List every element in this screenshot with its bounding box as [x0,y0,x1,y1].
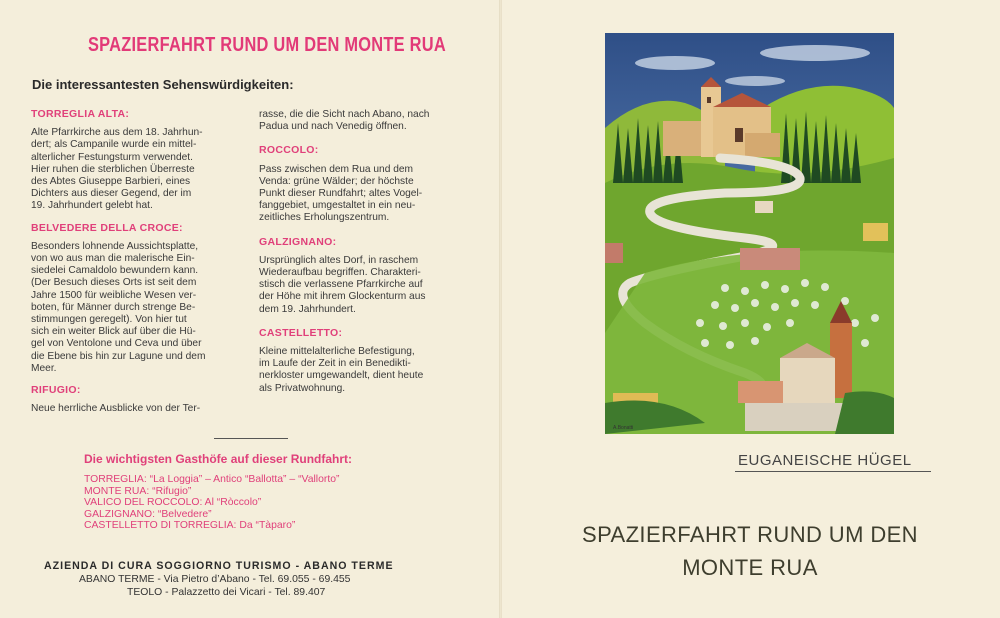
cover-title [560,518,940,584]
text-line: Venda: grüne Wälder; der höchste [259,175,414,187]
text-line: Dichters aus dieser Gegend, der im [31,188,192,200]
text-line: im Laufe der Zeit in ein Benedikti- [259,358,411,370]
text-line: von wo aus man die malerische Ein- [31,253,195,265]
text-line: Kleine mittelalterliche Befestigung, [259,346,415,358]
text-rifugio-continued [259,109,473,133]
text-line: dert; als Campanile wurde ein mittel- [31,139,197,151]
gasthof-item: TORREGLIA: “La Loggia” – Antico “Ballotta” – “Vallorto” [84,474,340,485]
text-line: boten, für Männer durch strenge Be- [31,301,196,313]
address-abano: ABANO TERME - Via Pietro d’Abano - Tel. 69.055 - 69.455 [79,574,351,585]
heading-galzignano: GALZIGNANO: [259,235,337,248]
text-line: Wiederaufbau begriffen. Charakteri- [259,267,421,279]
text-rifugio [31,403,243,415]
caption-underline [735,471,931,472]
heading-rifugio: RIFUGIO: [31,384,81,397]
text-line: alterlicher Festungsturm verwendet. [31,151,193,163]
text-line: sich ein weiter Blick auf über die Hü- [31,326,196,338]
heading-torreglia-alta: TORREGLIA ALTA: [31,108,130,120]
text-line: dem 19. Jahrhundert. [259,303,356,315]
text-line: Alte Pfarrkirche aus dem 18. Jahrhun- [31,127,203,139]
text-line: des Abtes Giuseppe Barbieri, eines [31,176,191,188]
heading-castelletto: CASTELLETTO: [259,326,343,339]
text-line: stisch die verlassene Pfarrkirche auf [259,279,423,291]
address-teolo: TEOLO - Palazzetto dei Vicari - Tel. 89.407 [127,587,326,598]
text-line: Jahre 1500 für weibliche Wesen ver- [31,289,197,301]
text-line: der Höhe mit ihrem Glockenturm aus [259,291,426,303]
landscape-painting [605,33,894,434]
text-line: Ursprünglich altes Dorf, in raschem [259,254,419,266]
text-line: die Ebene bis hin zur Lagune und dem [31,350,206,362]
text-line: Padua und nach Venedig öffnen. [259,121,407,133]
text-line: zeitliches Erholungszentrum. [259,212,390,224]
text-torreglia-alta [31,127,243,212]
text-line: Punkt dieser Rundfahrt; altes Vogel- [259,188,423,200]
text-column-1 [31,108,243,415]
heading-belvedere: BELVEDERE DELLA CROCE: [31,221,183,234]
painting-signature: A.Bonatti [613,425,634,431]
gasthofe-title: Die wichtigsten Gasthöfe auf dieser Rundfahrt: [84,452,353,466]
divider-rule [214,438,288,439]
text-line: stimmungen geregelt). Von hier tut [31,314,187,326]
text-line: Hier ruhen die sterblichen Überreste [31,163,195,175]
left-title: SPAZIERFAHRT RUND UM DEN MONTE RUA [88,34,446,56]
text-belvedere [31,241,243,375]
text-line: fanggebiet, umgestaltet in ein neu- [259,200,416,212]
left-panel [0,0,499,618]
text-line: Meer. [31,362,57,374]
text-castelletto [259,346,473,395]
gasthof-item: CASTELLETTO DI TORREGLIA: Da “Tàparo” [84,520,296,532]
text-line: 19. Jahrhundert gelebt hat. [31,200,153,212]
text-line: nerkloster umgewandelt, dient heute [259,370,424,382]
text-line: rasse, die die Sicht nach Abano, nach [259,109,430,120]
text-roccolo [259,164,473,225]
text-line: (Der Besuch dieses Orts ist seit dem [31,277,197,289]
heading-roccolo: ROCCOLO: [259,144,319,157]
text-line: Pass zwischen dem Rua und dem [259,163,414,175]
text-column-2 [259,109,473,395]
text-line: siedelei Camaldolo bewundern kann. [31,265,199,277]
gasthofe-list [84,474,339,532]
text-line: Neue herrliche Ausblicke von der Ter- [31,403,201,415]
text-line: als Privatwohnung. [259,382,346,394]
cover-title-line-1: SPAZIERFAHRT RUND UM DEN [582,522,918,547]
cover-title-line-2: MONTE RUA [682,555,818,580]
text-line: gel von Ventolone und Ceva und über [31,338,202,350]
gasthof-item: GALZIGNANO: “Belvedere” [84,508,212,520]
text-line: Besonders lohnende Aussichtsplatte, [31,240,199,252]
azienda-name: AZIENDA DI CURA SOGGIORNO TURISMO - ABANO TERME [44,560,394,572]
gasthof-item: MONTE RUA: “Rifugio” [84,485,192,497]
caption-euganeische: EUGANEISCHE HÜGEL [738,452,912,469]
text-galzignano [259,255,473,316]
sights-subtitle: Die interessantesten Sehenswürdigkeiten: [32,77,294,92]
gasthof-item: VALICO DEL ROCCOLO: Al “Ròccolo” [84,497,262,509]
